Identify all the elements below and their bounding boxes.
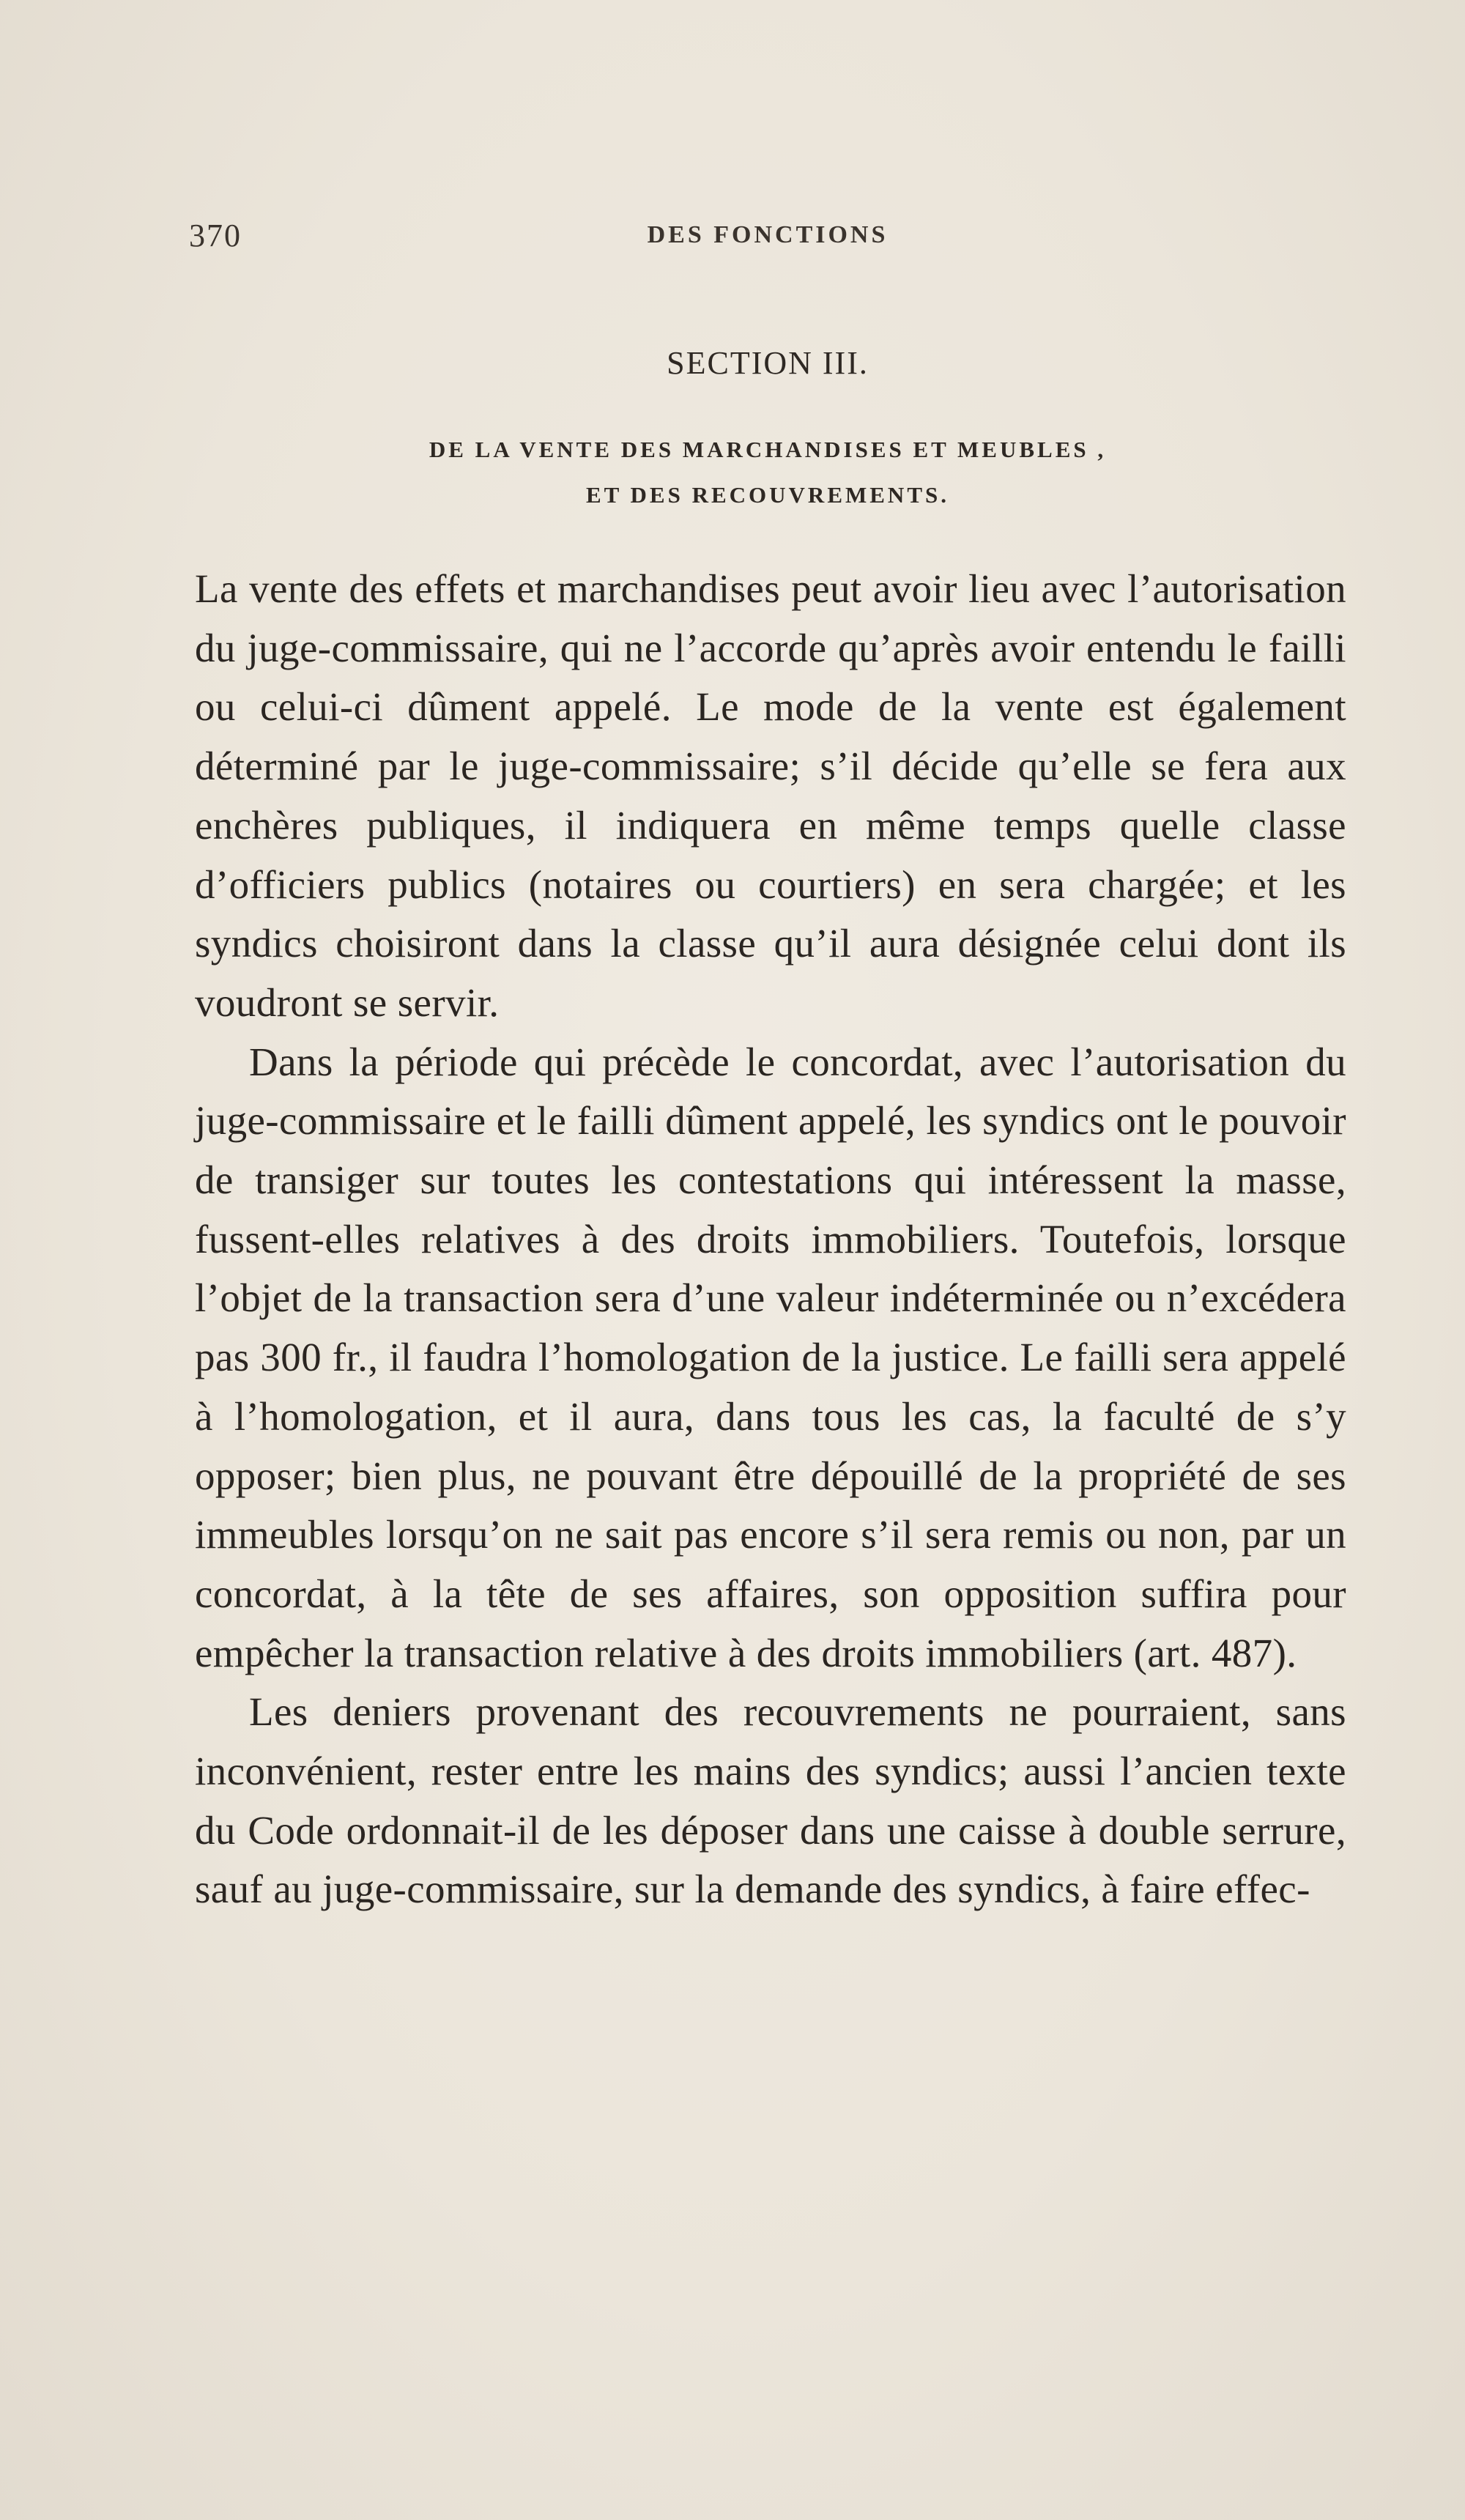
page-header [189,217,1346,261]
running-head: DES FONCTIONS [647,221,889,248]
section-subtitle-line-2: ET DES RECOUVREMENTS. [586,482,949,508]
section-title: SECTION III. [667,345,869,381]
page-number: 370 [189,218,242,253]
body-text [195,560,1346,1919]
paragraph-3: Les deniers provenant des recouvrements ne pourraient, sans inconvénient, rester entre les mains des syndics; aussi l’ancien texte du Code ordonnait-il de les déposer dans une caisse à double serrure, sauf au juge-commissaire, sur la demande des syndics, à faire effec- [195,1689,1346,1912]
paragraph-2: Dans la période qui précède le concordat, avec l’autorisation du juge-commissaire et le failli dûment appelé, les syndics ont le pouvoir de transiger sur toutes les contestations qui intéressent la masse, fussent-elles relatives à des droits immobiliers. Toutefois, lorsque l’objet de la transaction sera d’une valeur indéterminée ou n’excédera pas 300 fr., il faudra l’homologation de la justice. Le failli sera appelé à l’homologation, et il aura, dans tous les cas, la faculté de s’y opposer; bien plus, ne pouvant être dépouillé de la propriété de ses immeubles lorsqu’on ne sait pas encore s’il sera remis ou non, par un concordat, à la tête de ses affaires, son opposition suffira pour empêcher la transaction relative à des droits immobiliers (art. 487). [195,1039,1346,1675]
section-subtitle-line-1: DE LA VENTE DES MARCHANDISES ET MEUBLES , [429,437,1107,462]
paragraph-1: La vente des effets et marchandises peut avoir lieu avec l’autorisation du juge-commissaire, qui ne l’accorde qu’après avoir entendu le failli ou celui-ci dûment appelé. Le mode de la vente est également déterminé par le juge-commissaire; s’il décide qu’elle se fera aux enchères publiques, il indiquera en même temps quelle classe d’officiers publics (notaires ou courtiers) en sera chargée; et les syndics choisiront dans la classe qu’il aura désignée celui dont ils voudront se servir. [195,566,1346,1025]
